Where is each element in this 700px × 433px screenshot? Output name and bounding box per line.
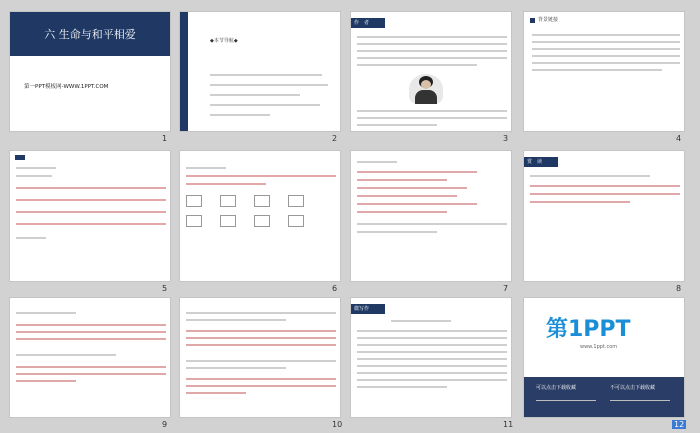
slide-tag: ◆本节导航◆ [210,38,238,44]
text-line [186,360,336,362]
answer-line [357,171,477,173]
side-bar [180,12,188,131]
slide-tag: 微写作 [351,304,385,314]
slide-thumbnail-11[interactable] [350,297,512,418]
answer-line [16,199,166,201]
slide-thumbnail-6[interactable] [179,150,341,282]
answer-line [530,201,630,203]
slide-number-4: 4 [676,134,682,143]
slide-number-1: 1 [162,134,168,143]
slide-number-6: 6 [332,284,338,293]
text-line [532,62,680,64]
text-line [210,94,300,96]
text-line [186,367,286,369]
answer-line [186,183,266,185]
text-line [532,34,680,36]
slide-thumbnail-1[interactable] [9,11,171,132]
answer-line [16,366,166,368]
slide-thumbnail-2[interactable] [179,11,341,132]
answer-line [357,211,447,213]
text-line [16,354,116,356]
answer-line [16,187,166,189]
text-line [210,84,328,86]
slide-thumbnail-3[interactable] [350,11,512,132]
text-line [357,231,437,233]
slide-thumbnail-12[interactable] [523,297,685,418]
text-line [391,320,451,322]
text-line [357,57,507,59]
slide-thumbnail-10[interactable] [179,297,341,418]
text-line [532,55,680,57]
text-line [532,69,662,71]
word-box [186,215,202,227]
answer-line [186,175,336,177]
text-line [16,237,46,239]
slide-tag: 背景链接 [538,17,559,23]
logo: 第1PPT [546,317,631,342]
slide-tag: 作 者 [351,18,385,28]
answer-line [16,324,166,326]
text-line [610,400,670,401]
word-box [254,195,270,207]
slide-thumbnail-4[interactable] [523,11,685,132]
text-line [16,167,56,169]
text-line [532,41,680,43]
answer-line [186,378,336,380]
text-line [210,114,270,116]
text-line [357,117,507,119]
word-box [288,215,304,227]
answer-line [16,373,166,375]
text-line [357,36,507,38]
text-line [357,386,447,388]
slide-number-7: 7 [503,284,509,293]
answer-line [357,179,447,181]
answer-line [186,385,336,387]
text-line [357,372,507,374]
text-line [16,175,52,177]
text-line [210,104,320,106]
slide-number-10: 10 [332,420,343,429]
text-line [186,167,226,169]
slide-thumbnail-5[interactable] [9,150,171,282]
slide-tag: 赏 读 [524,157,558,167]
footer-bar [524,377,684,417]
slide-title: 六 生命与和平相爱 [44,28,136,41]
answer-line [16,331,166,333]
slide-number-2: 2 [332,134,338,143]
answer-line [16,380,76,382]
slide-number-8: 8 [676,284,682,293]
text-line [357,223,507,225]
text-line [357,337,507,339]
author-portrait [409,74,443,104]
answer-line [186,330,336,332]
answer-line [16,211,166,213]
word-box [186,195,202,207]
answer-line [16,338,166,340]
word-box [220,195,236,207]
text-line [210,74,322,76]
text-line [357,64,477,66]
text-line [186,312,336,314]
text-line [357,330,507,332]
text-line [16,312,76,314]
slide-thumbnail-8[interactable] [523,150,685,282]
word-box [288,195,304,207]
slide-number-5: 5 [162,284,168,293]
slide-number-9: 9 [162,420,168,429]
slide-number-3: 3 [503,134,509,143]
tag-square [530,18,535,23]
answer-line [530,185,680,187]
no-download-button[interactable]: 不可以点击下载收藏 [610,385,656,391]
text-line [357,351,507,353]
text-line [357,344,507,346]
download-button[interactable]: 可以点击下载收藏 [536,385,577,391]
text-line [536,400,596,401]
answer-line [16,223,166,225]
slide-thumbnail-7[interactable] [350,150,512,282]
word-box [254,215,270,227]
text-line [357,379,507,381]
tag-square [15,155,25,160]
slide-number-12: 12 [674,420,685,429]
text-line [357,365,507,367]
answer-line [186,392,246,394]
text-line [186,319,286,321]
answer-line [186,344,336,346]
text-line [357,358,507,360]
answer-line [357,187,467,189]
answer-line [186,337,336,339]
answer-line [530,193,680,195]
text-line [357,124,437,126]
answer-line [357,195,457,197]
slide-number-11: 11 [503,420,514,429]
text-line [357,43,507,45]
text-line [357,50,507,52]
answer-line [357,203,477,205]
text-line [357,161,397,163]
slide-subtitle: 第一PPT模板网-WWW.1PPT.COM [24,84,109,90]
word-box [220,215,236,227]
logo-subtitle: www.1ppt.com [580,344,618,350]
text-line [532,48,680,50]
text-line [357,110,507,112]
text-line [530,175,650,177]
slide-thumbnail-9[interactable] [9,297,171,418]
